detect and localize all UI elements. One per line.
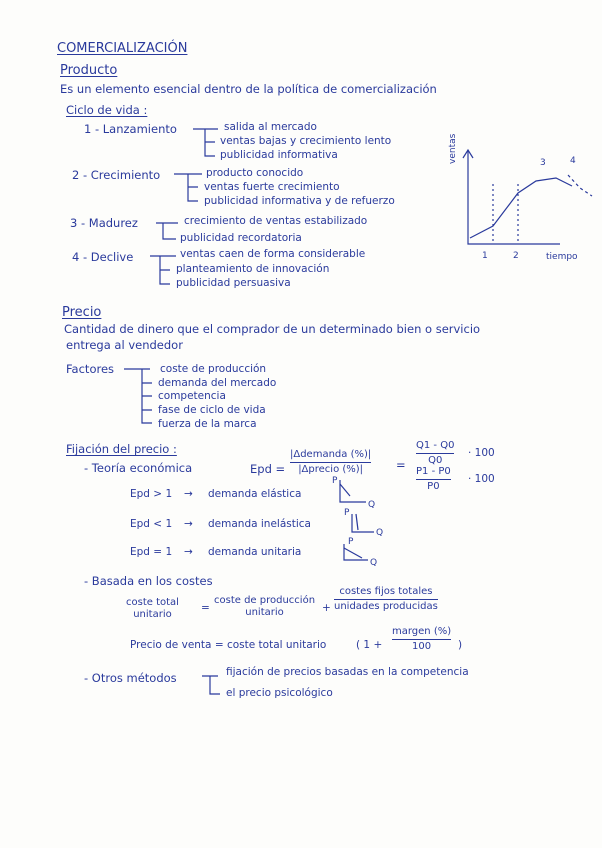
axis-p-label: P [348, 537, 354, 547]
coste-total-line: coste total [126, 597, 179, 608]
precio-venta-formula: Precio de venta = coste total unitario [130, 639, 327, 651]
costes-fijos-numerator: costes fijos totales [339, 586, 433, 597]
graph-x-tick: 1 [482, 251, 488, 261]
coste-total-term [126, 597, 179, 621]
elasticity-cond: Epd = 1 [130, 546, 173, 558]
precio-heading: Precio [62, 305, 102, 320]
stage-label-1: 1 - Lanzamiento [84, 122, 177, 136]
coste-produccion-term [214, 595, 315, 619]
factor-item: demanda del mercado [158, 377, 277, 389]
factor-item: coste de producción [160, 363, 267, 375]
otros-item: fijación de precios basadas en la competencia [226, 666, 469, 678]
axis-q-label: Q [368, 500, 376, 510]
graph-xlabel: tiempo [546, 252, 578, 262]
factor-item: fase de ciclo de vida [158, 404, 266, 416]
stage-2-item: publicidad informativa y de refuerzo [204, 195, 395, 207]
stage-label-3: 3 - Madurez [70, 216, 138, 230]
precio-definition: Cantidad de dinero que el comprador de un determinado bien o servicio [64, 322, 481, 336]
paren-open: ( 1 + [356, 639, 383, 651]
elasticity-cond: Epd < 1 [130, 518, 173, 530]
price-numerator: P1 - P0 [416, 466, 451, 477]
factor-item: competencia [158, 390, 226, 402]
graph-x-tick: 2 [513, 251, 519, 261]
margen-numerator: margen (%) [392, 626, 452, 637]
producto-definition: Es un elemento esencial dentro de la política de comercialización [60, 82, 437, 96]
factores-label: Factores [66, 362, 115, 376]
graph-stage-label: 4 [570, 156, 576, 166]
times-100: · 100 [468, 473, 495, 485]
graph-ylabel: ventas [448, 133, 458, 164]
stage-1-item: salida al mercado [224, 121, 317, 133]
fijacion-label: Fijación del precio : [66, 442, 177, 456]
coste-produccion-line: coste de producción [214, 595, 316, 606]
epd-equals: = [396, 458, 406, 472]
coste-produccion-line: unitario [245, 607, 284, 618]
margen-denominator: 100 [412, 641, 432, 652]
axis-q-label: Q [376, 528, 384, 538]
page-title: COMERCIALIZACIÓN [57, 41, 188, 56]
stage-1-item: ventas bajas y crecimiento lento [220, 135, 392, 147]
stage-2-item: ventas fuerte crecimiento [204, 181, 340, 193]
costes-label: - Basada en los costes [84, 574, 213, 588]
stage-4-item: planteamiento de innovación [176, 263, 330, 275]
graph-stage-label: 3 [540, 158, 546, 168]
arrow-icon: → [184, 546, 193, 558]
stage-label-4: 4 - Declive [72, 250, 134, 264]
epd-numerator: |Δdemanda (%)| [290, 449, 372, 460]
coste-total-line: unitario [133, 609, 172, 620]
elasticity-result: demanda inelástica [208, 518, 311, 530]
stage-4-item: ventas caen de forma considerable [180, 248, 366, 260]
epd-denominator: |Δprecio (%)| [298, 464, 364, 475]
arrow-icon: → [184, 518, 193, 530]
epd-price-fraction [416, 466, 451, 493]
costes-fijos-denominator: unidades producidas [334, 601, 438, 612]
times-100: · 100 [468, 447, 495, 459]
elasticity-result: demanda unitaria [208, 546, 302, 558]
stage-3-item: publicidad recordatoria [180, 232, 302, 244]
stage-4-item: publicidad persuasiva [176, 277, 291, 289]
otros-label: - Otros métodos [84, 671, 177, 685]
stage-1-item: publicidad informativa [220, 149, 338, 161]
paren-close: ) [458, 639, 463, 651]
coste-plus: + [322, 602, 331, 614]
ciclo-label: Ciclo de vida : [66, 103, 148, 117]
price-denominator: P0 [427, 481, 440, 492]
stage-2-item: producto conocido [206, 167, 304, 179]
epd-quantity-fraction [416, 440, 454, 467]
epd-fraction [290, 449, 371, 476]
margen-fraction [392, 626, 451, 653]
factor-item: fuerza de la marca [158, 418, 257, 430]
axis-p-label: P [332, 476, 338, 486]
precio-definition-cont: entrega al vendedor [66, 338, 183, 352]
otros-item: el precio psicológico [226, 687, 333, 699]
costes-fijos-fraction [334, 586, 438, 613]
producto-heading: Producto [60, 63, 118, 78]
stage-label-2: 2 - Crecimiento [72, 168, 161, 182]
coste-equals: = [201, 602, 210, 614]
quantity-numerator: Q1 - Q0 [416, 440, 455, 451]
axis-p-label: P [344, 508, 350, 518]
arrow-icon: → [184, 488, 193, 500]
stage-3-item: crecimiento de ventas estabilizado [184, 215, 368, 227]
elasticity-result: demanda elástica [208, 488, 302, 500]
teoria-label: - Teoría económica [84, 461, 193, 475]
elasticity-cond: Epd > 1 [130, 488, 173, 500]
axis-q-label: Q [370, 558, 378, 568]
epd-lhs: Epd = [250, 462, 286, 476]
quantity-denominator: Q0 [428, 455, 443, 466]
